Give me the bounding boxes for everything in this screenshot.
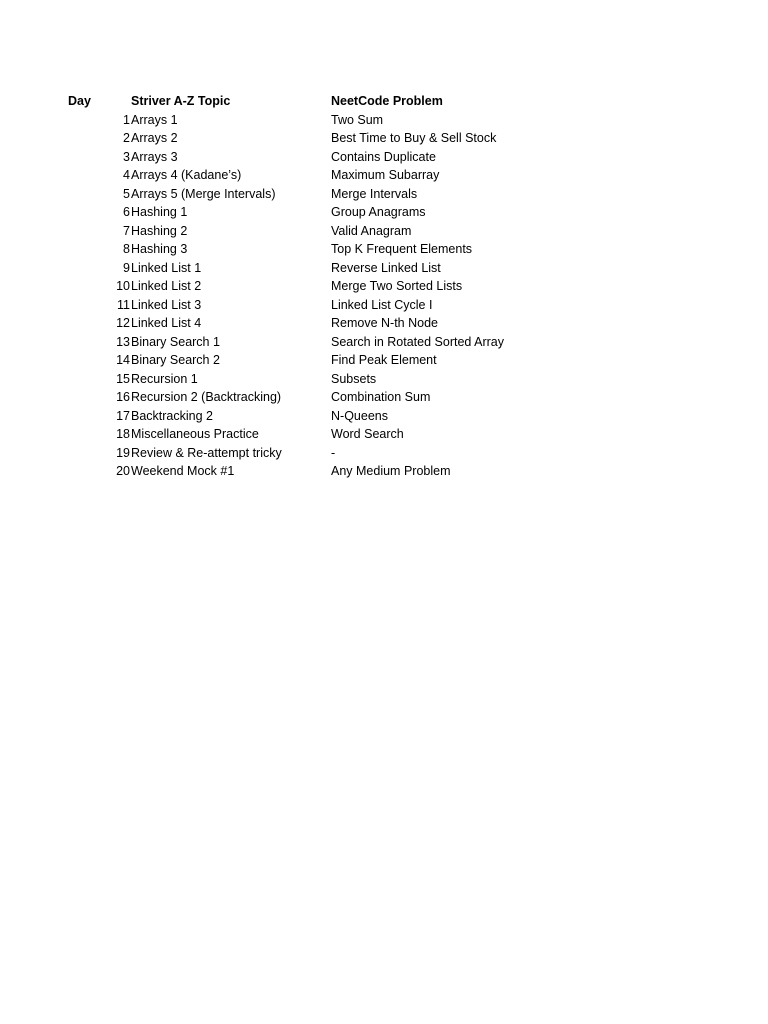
row-topic: Arrays 5 (Merge Intervals) [131, 186, 276, 201]
table-row [0, 111, 768, 130]
table-row [0, 296, 768, 315]
row-topic: Arrays 3 [131, 149, 178, 164]
table-row [0, 259, 768, 278]
row-day: 13 [116, 334, 130, 349]
row-problem: Linked List Cycle I [331, 297, 433, 312]
row-problem: Word Search [331, 427, 404, 441]
row-day: 1 [123, 112, 130, 127]
row-topic: Hashing 2 [131, 223, 188, 238]
table-row [0, 222, 768, 241]
table-body [0, 111, 768, 481]
row-day: 15 [116, 371, 130, 386]
row-topic: Backtracking 2 [131, 408, 213, 423]
row-problem: Subsets [331, 371, 377, 386]
table-row [0, 129, 768, 148]
row-topic: Arrays 2 [131, 131, 178, 145]
row-day: 8 [123, 242, 130, 256]
table-row [0, 314, 768, 333]
row-topic: Linked List 3 [131, 297, 202, 312]
row-problem: Best Time to Buy & Sell Stock [331, 131, 497, 145]
row-topic: Review & Re-attempt tricky [131, 445, 282, 460]
row-problem: Two Sum [331, 112, 384, 127]
header-problem: NeetCode Problem [331, 94, 443, 108]
row-day: 20 [116, 464, 130, 478]
row-problem: Valid Anagram [331, 223, 412, 238]
row-problem: Maximum Subarray [331, 168, 440, 182]
table-header-row [0, 92, 768, 111]
row-day: 4 [123, 168, 130, 182]
row-problem: Find Peak Element [331, 353, 437, 367]
table-row [0, 277, 768, 296]
row-day: 5 [123, 186, 130, 201]
row-day: 3 [123, 149, 130, 164]
row-topic: Linked List 2 [131, 279, 202, 293]
row-topic: Linked List 4 [131, 316, 202, 330]
row-day: 16 [116, 390, 130, 404]
row-topic: Hashing 3 [131, 242, 188, 256]
row-topic: Arrays 4 (Kadane’s) [131, 168, 242, 182]
row-day: 19 [116, 445, 130, 460]
row-topic: Binary Search 2 [131, 353, 220, 367]
row-day: 12 [116, 316, 130, 330]
row-problem: Merge Intervals [331, 186, 418, 201]
row-day: 9 [123, 260, 130, 275]
table-row [0, 148, 768, 167]
row-topic: Recursion 1 [131, 371, 198, 386]
row-topic: Linked List 1 [131, 260, 202, 275]
table-row [0, 370, 768, 389]
table-row [0, 203, 768, 222]
row-topic: Recursion 2 (Backtracking) [131, 390, 282, 404]
row-problem: Group Anagrams [331, 205, 426, 219]
row-problem: Top K Frequent Elements [331, 242, 473, 256]
row-problem: Merge Two Sorted Lists [331, 279, 463, 293]
table-row [0, 166, 768, 185]
row-day: 2 [123, 131, 130, 145]
row-problem: Any Medium Problem [331, 464, 451, 478]
row-problem: Reverse Linked List [331, 260, 441, 275]
table-row [0, 444, 768, 463]
table-row [0, 462, 768, 481]
row-topic: Miscellaneous Practice [131, 427, 259, 441]
row-day: 18 [116, 427, 130, 441]
row-problem: Combination Sum [331, 390, 431, 404]
table-row [0, 425, 768, 444]
row-topic: Hashing 1 [131, 205, 188, 219]
table-row [0, 333, 768, 352]
table-row [0, 185, 768, 204]
schedule-table [0, 92, 768, 481]
header-day: Day [68, 94, 91, 108]
row-topic: Binary Search 1 [131, 334, 220, 349]
row-problem: Remove N-th Node [331, 316, 438, 330]
row-problem: - [331, 445, 336, 460]
row-topic: Arrays 1 [131, 112, 178, 127]
row-day: 17 [116, 408, 130, 423]
table-row [0, 351, 768, 370]
row-day: 14 [116, 353, 130, 367]
row-day: 10 [116, 279, 130, 293]
row-problem: Search in Rotated Sorted Array [331, 334, 505, 349]
row-day: 11 [117, 297, 130, 312]
row-problem: Contains Duplicate [331, 149, 436, 164]
table-row [0, 388, 768, 407]
row-problem: N-Queens [331, 408, 388, 423]
row-day: 6 [123, 205, 130, 219]
table-row [0, 240, 768, 259]
header-topic: Striver A-Z Topic [131, 94, 231, 108]
row-topic: Weekend Mock #1 [131, 464, 235, 478]
row-day: 7 [123, 223, 130, 238]
table-row [0, 407, 768, 426]
